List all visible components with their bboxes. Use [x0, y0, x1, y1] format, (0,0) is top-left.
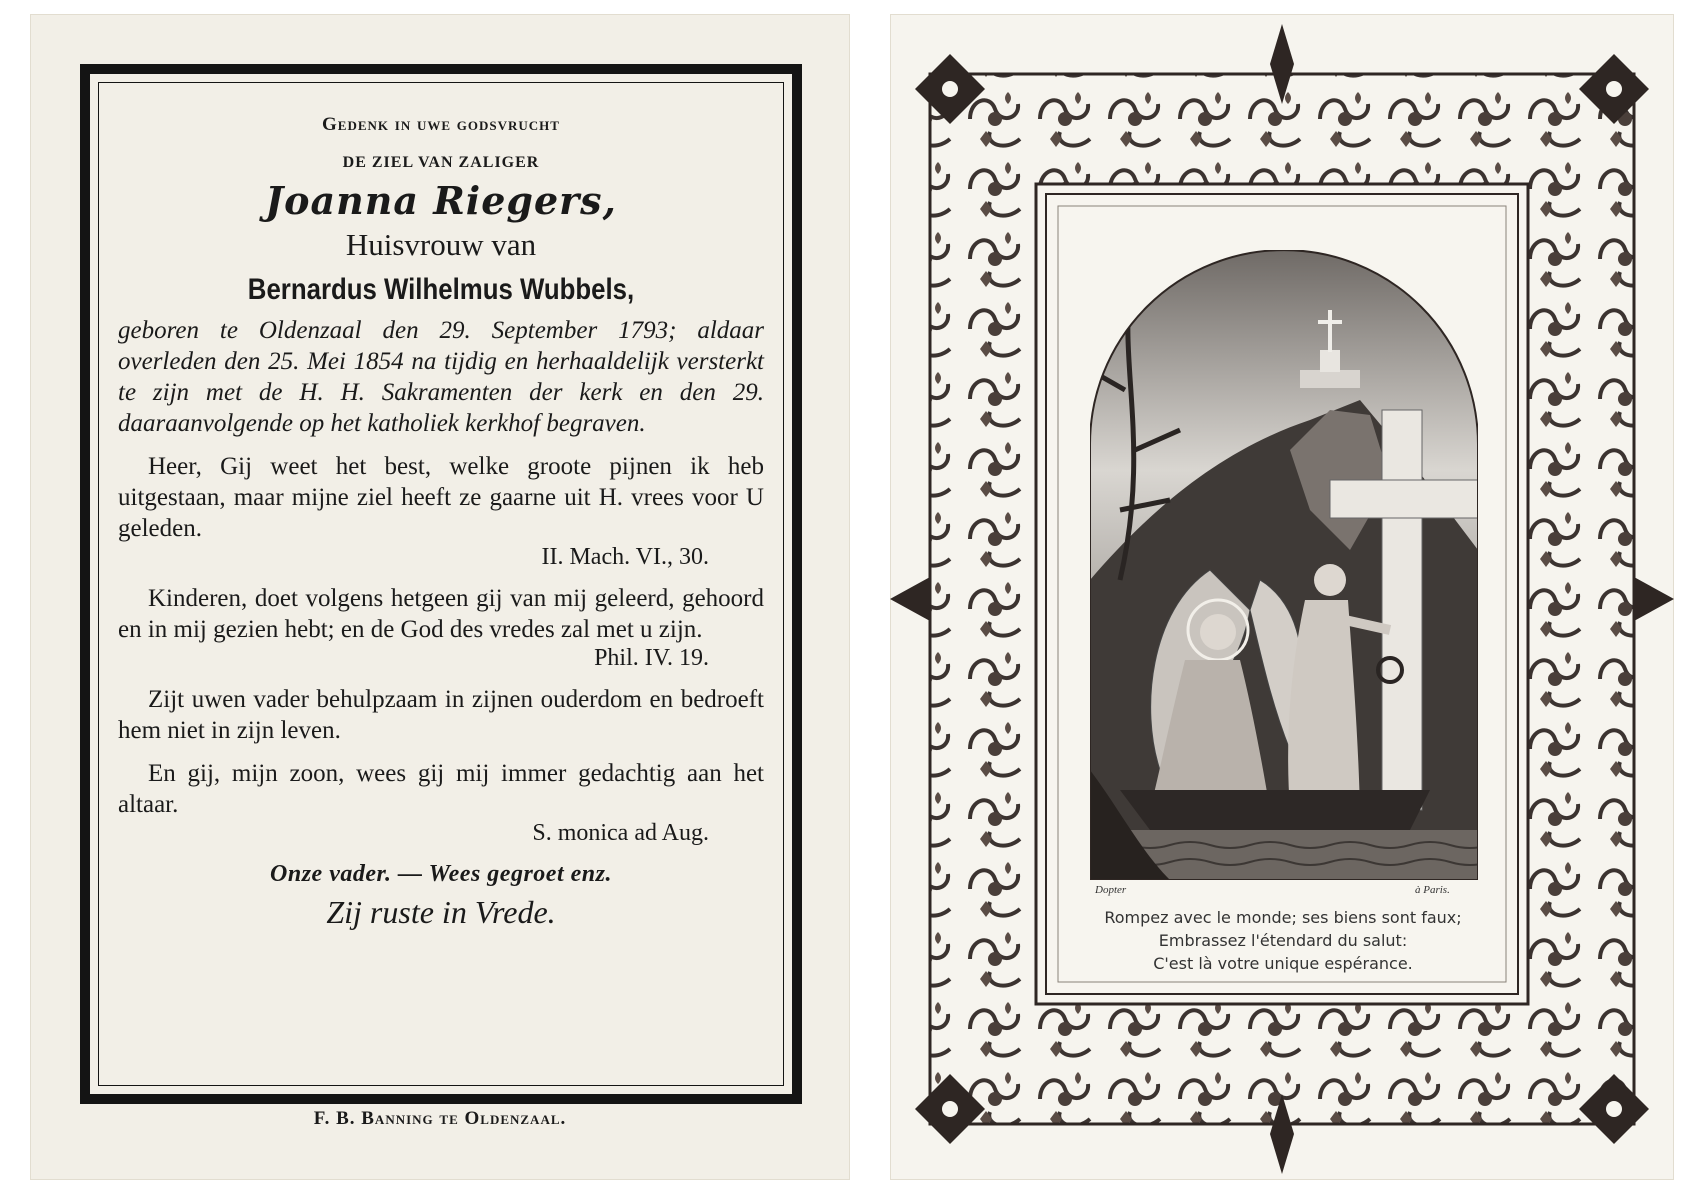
engraving-angels-cross [1090, 250, 1478, 880]
remember-heading: Gedenk in uwe godsvrucht [322, 114, 560, 135]
mourning-border [80, 64, 802, 1104]
biography-paragraph: geboren te Oldenzaal den 29. September 1793; aldaar overleden den 25. Mei 1854 na tijdig en herhaaldelijk versterkt te zijn met de H. H. Sakramenten der kerk en den 29. daaraanvolgende op het katholiek kerkhof begraven. [118, 317, 764, 437]
memorial-text [118, 104, 764, 931]
french-verse-caption [1076, 906, 1490, 975]
verse-4-reference: S. monica ad Aug. [532, 820, 709, 846]
engraver-signature: Dopter [1095, 884, 1127, 896]
soul-of-late-heading: DE ZIEL VAN ZALIGER [342, 154, 540, 171]
verse-1: Heer, Gij weet het best, welke groote pijnen ik heb uitgestaan, maar mijne ziel heeft ze gaarne uit H. vrees voor U geleden. [118, 453, 764, 542]
devotional-card-image [890, 14, 1674, 1180]
verse-3: Zijt uwen vader behulpzaam in zijnen ouderdom en bedroeft hem niet in zijn leven. [118, 686, 764, 744]
verse-4: En gij, mijn zoon, wees gij mij immer gedachtig aan het altaar. [118, 760, 764, 818]
husband-name: Bernardus Wilhelmus Wubbels, [247, 273, 635, 306]
deceased-name: Joanna Riegers, [265, 178, 617, 223]
prayer-line: Onze vader. — Wees gegroet enz. [270, 861, 612, 887]
rest-in-peace: Zij ruste in Vrede. [326, 894, 556, 930]
memorial-card-text [30, 14, 850, 1180]
caption-line-3: C'est là votre unique espérance. [1153, 954, 1413, 973]
relation-label: Huisvrouw van [345, 227, 537, 262]
verse-1-reference: II. Mach. VI., 30. [541, 544, 709, 570]
caption-line-1: Rompez avec le monde; ses biens sont faux; [1104, 908, 1462, 927]
verse-2-reference: Phil. IV. 19. [594, 645, 709, 671]
publisher-location: à Paris. [1415, 884, 1450, 896]
caption-line-2: Embrassez l'étendard du salut: [1158, 931, 1408, 950]
verse-2: Kinderen, doet volgens hetgeen gij van mij geleerd, gehoord en in mij gezien hebt; en de God des vredes zal met u zijn. [118, 585, 764, 643]
printer-imprint: F. B. Banning te Oldenzaal. [313, 1108, 567, 1129]
